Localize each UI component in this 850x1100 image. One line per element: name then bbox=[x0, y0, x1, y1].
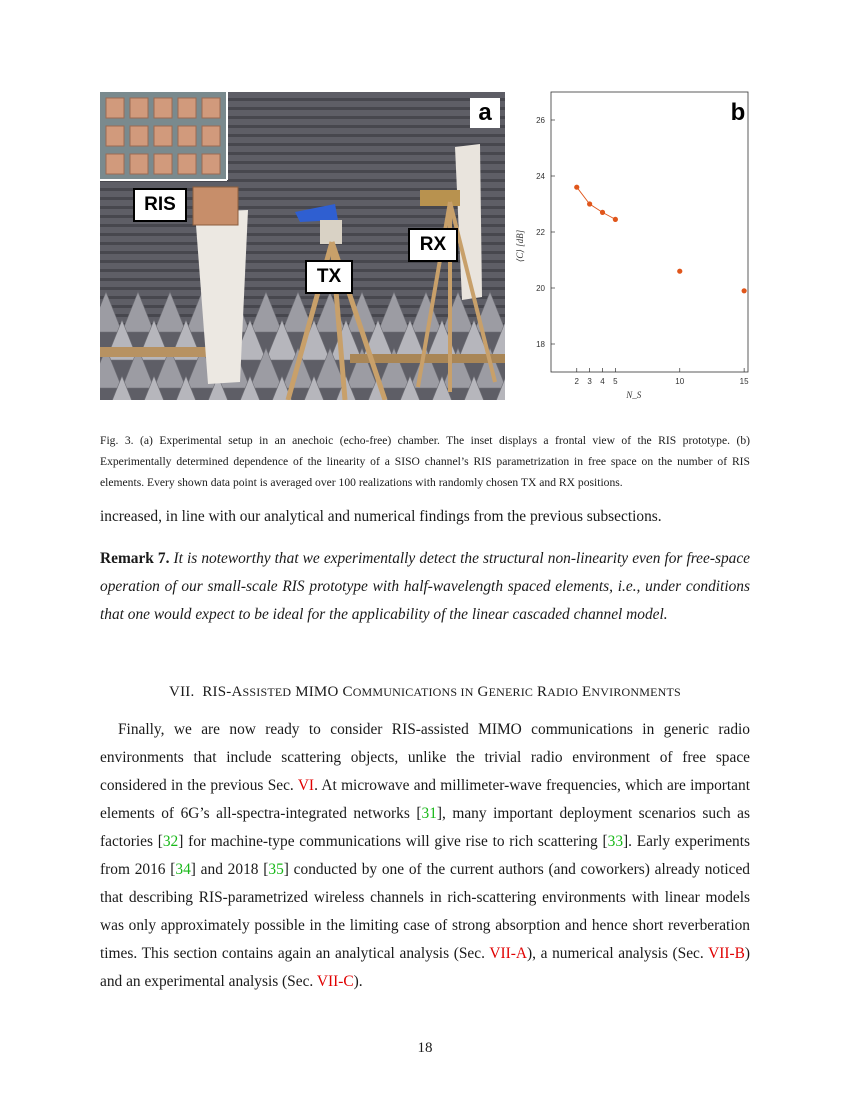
paragraph-text: ) and an experimental analysis (Sec. bbox=[100, 945, 751, 990]
section-title-word: RIS-ASSISTED bbox=[202, 684, 292, 700]
fit-line bbox=[577, 187, 616, 219]
data-point bbox=[613, 217, 618, 222]
section-number: VII. bbox=[169, 684, 195, 700]
citation-33[interactable]: 33 bbox=[607, 833, 624, 850]
label-tx: TX bbox=[305, 260, 353, 294]
citation-35[interactable]: 35 bbox=[268, 861, 284, 878]
section-title-word: ENVIRONMENTS bbox=[582, 684, 681, 700]
label-rx: RX bbox=[408, 228, 458, 262]
y-tick-label: 20 bbox=[536, 284, 545, 293]
data-point bbox=[600, 210, 605, 215]
x-tick-label: 10 bbox=[675, 377, 685, 386]
paragraph-text: ). bbox=[353, 973, 363, 990]
section-title-word: COMMUNICATIONS IN bbox=[342, 684, 474, 700]
paragraph-text: ], many important deployment scenarios such as factories [ bbox=[100, 805, 750, 850]
citation-32[interactable]: 32 bbox=[162, 833, 179, 850]
section-title-word: MIMO bbox=[295, 684, 339, 700]
section-title-word: GENERIC bbox=[477, 684, 534, 700]
section-title bbox=[202, 684, 681, 700]
paragraph-text: ] for machine-type communications will give rise to rich scattering [ bbox=[178, 833, 608, 850]
x-tick-label: 2 bbox=[574, 377, 579, 386]
paragraph-text: . At microwave and millimeter-wave frequencies, which are important elements of 6G’s all-spectra-integrated networks [ bbox=[100, 777, 750, 822]
paragraph-text: ] conducted by one of the current authors (and coworkers) already noticed that describing RIS-parametrized wireless channels in rich-scattering environments with linear models was only approximately possible in the limiting case of strong absorption and hence short reverberation times. This section contains again an analytical analysis (Sec. bbox=[100, 861, 750, 962]
figure-caption bbox=[100, 430, 750, 493]
plot-frame bbox=[551, 92, 748, 372]
caption-text: Fig. 3. (a) Experimental setup in an anechoic (echo-free) chamber. The inset displays a frontal view of the RIS prototype. (b) Experimentally determined dependence of the linearity of a SISO channel’s RIS parametrization in free space on the number of RIS elements. Every shown data point is averaged over 100 realizations with randomly chosen TX and RX positions. bbox=[100, 434, 750, 489]
section-title-word: RADIO bbox=[537, 684, 579, 700]
page-number: 18 bbox=[417, 1040, 433, 1056]
x-tick-label: 3 bbox=[587, 377, 592, 386]
x-tick-label: 4 bbox=[600, 377, 605, 386]
remark-label: Remark 7. bbox=[100, 550, 170, 567]
rx-antenna bbox=[420, 190, 460, 206]
remark-7 bbox=[100, 545, 750, 629]
data-point bbox=[677, 269, 682, 274]
section-heading bbox=[100, 684, 750, 701]
y-tick-label: 24 bbox=[536, 172, 545, 181]
data-point bbox=[742, 288, 747, 293]
label-ris: RIS bbox=[133, 188, 187, 222]
y-axis-label: ⟨C⟩ [dB] bbox=[515, 229, 525, 263]
paragraph-text: ]. Early experiments from 2016 [ bbox=[100, 833, 750, 878]
ris-prototype bbox=[193, 187, 238, 225]
chart-plot bbox=[505, 92, 760, 410]
continued-paragraph: increased, in line with our analytical and numerical findings from the previous subsections. bbox=[100, 508, 662, 525]
ref-section-vi[interactable]: VI bbox=[297, 777, 315, 794]
citation-31[interactable]: 31 bbox=[421, 805, 437, 822]
panel-letter-b: b bbox=[723, 98, 753, 128]
x-tick-label: 15 bbox=[739, 377, 749, 386]
ref-section-vii-a[interactable]: VII-A bbox=[489, 945, 527, 962]
figure-photo-anechoic-chamber bbox=[100, 92, 505, 400]
y-tick-label: 22 bbox=[536, 228, 545, 237]
panel-letter-a: a bbox=[470, 98, 500, 128]
paragraph-text: Finally, we are now ready to consider RIS-assisted MIMO communications in generic radio environments that include scattering objects, unlike the trivial radio environment of free space considered in the previous Sec. bbox=[100, 721, 750, 794]
x-axis-label: N_S bbox=[626, 390, 642, 400]
remark-text: It is noteworthy that we experimentally detect the structural non-linearity even for free-space operation of our small-scale RIS prototype with half-wavelength spaced elements, i.e., under conditions that one would expect to be ideal for the applicability of the linear cascaded channel model. bbox=[100, 550, 750, 623]
data-point bbox=[574, 185, 579, 190]
data-point bbox=[587, 201, 592, 206]
citation-34[interactable]: 34 bbox=[175, 861, 191, 878]
paragraph-text: ] and 2018 [ bbox=[190, 861, 269, 878]
ref-section-vii-c[interactable]: VII-C bbox=[316, 973, 354, 990]
paragraph-text: ), a numerical analysis (Sec. bbox=[526, 945, 709, 962]
y-tick-label: 18 bbox=[536, 340, 545, 349]
ris-inset bbox=[100, 92, 227, 180]
section-paragraph bbox=[100, 716, 750, 996]
figure-chart-linearity bbox=[505, 92, 760, 410]
x-tick-label: 5 bbox=[613, 377, 618, 386]
wooden-pallet bbox=[100, 347, 210, 357]
y-tick-label: 26 bbox=[536, 116, 545, 125]
ref-section-vii-b[interactable]: VII-B bbox=[708, 945, 745, 962]
tx-mount bbox=[320, 220, 342, 244]
